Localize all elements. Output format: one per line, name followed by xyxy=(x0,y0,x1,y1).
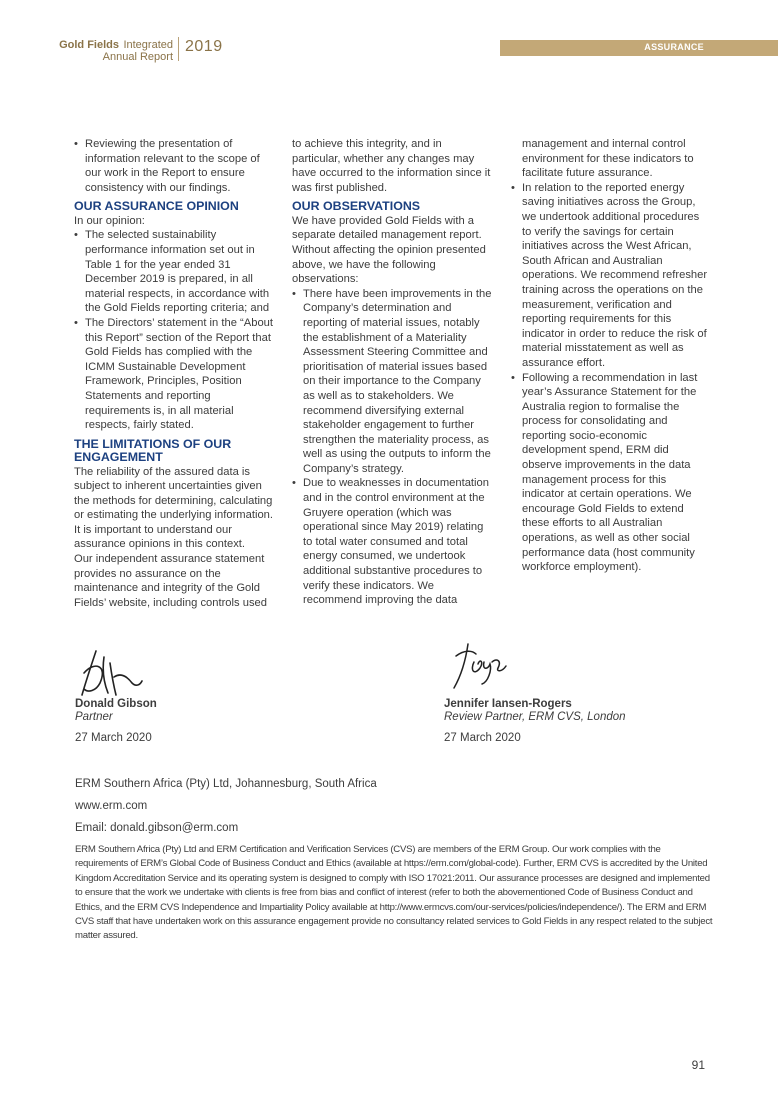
report-brand xyxy=(33,38,173,63)
list-item: • Reviewing the presentation of information relevant to the scope of our work in the Report to ensure consistency with our findings. xyxy=(74,137,274,195)
signature-date: 27 March 2020 xyxy=(75,732,152,744)
brand-integrated: Integrated xyxy=(123,39,173,51)
intro-bullet-list xyxy=(74,137,274,195)
list-item: • The Directors’ statement in the “About this Report” section of the Report that Gold Fields has complied with the ICMM Sustainable Development Framework, Principles, Position Statements and reporting requirements is, in all material respects, fairly stated. xyxy=(74,316,274,433)
continuation-paragraph: to achieve this integrity, and in particular, whether any changes may have occurred to the information since it was first published. xyxy=(292,138,491,194)
heading-observations: OUR OBSERVATIONS xyxy=(292,199,421,214)
page-number: 91 xyxy=(691,1058,705,1072)
heading-assurance-opinion: OUR ASSURANCE OPINION xyxy=(74,199,239,214)
continuation-paragraph: management and internal control environment for these indicators to facilitate future assurance. xyxy=(522,138,694,180)
signatory-block xyxy=(75,698,157,744)
brand-divider xyxy=(178,37,179,61)
observations-bullet-list xyxy=(292,287,492,608)
list-item: • The selected sustainability performance information set out in Table 1 for the year ended 31 December 2019 is prepared, in all material respects, in accordance with the Gold Fields reporting criteria; and xyxy=(74,228,274,316)
company-address: ERM Southern Africa (Pty) Ltd, Johannesburg, South Africa xyxy=(75,778,377,790)
opinion-bullet-list xyxy=(74,228,274,432)
section-label: ASSURANCE xyxy=(644,42,704,52)
signature-donald-gibson xyxy=(74,643,144,699)
signatory-block xyxy=(444,698,626,744)
column-1 xyxy=(74,137,274,610)
brand-report: Annual Report xyxy=(102,51,173,63)
list-item: • There have been improvements in the Company’s determination and reporting of material issues, notably the establishment of a Materiality Assessment Steering Committee and prioritisation of material issues based on their importance to the Company as well as to stakeholders. We recommend diversifying external stakeholder engagement to further strengthen the materiality process, as well as using the outputs to inform the Company’s strategy. xyxy=(292,287,492,477)
list-item: • Due to weaknesses in documentation and in the control environment at the Gruyere operation (which was operational since May 2019) relating to total water consumed and total energy consumed, we undertook additional substantive procedures to verify these indicators. We recommend improving the data xyxy=(292,476,492,607)
section-bar xyxy=(500,40,778,56)
signatory-name: Jennifer Iansen-Rogers xyxy=(444,698,572,710)
erm-disclaimer: ERM Southern Africa (Pty) Ltd and ERM Certification and Verification Services (CVS) are members of the ERM Group. Our work complies with the requirements of ERM’s Global Code of Business Conduct and Ethics (available at https://erm.com/global-code). Further, ERM CVS is accredited by the United Kingdom Accreditation Service and its operating system is designed to comply with ISO 17021:2011. Our assurance processes are designed and implemented to ensure that the work we undertake with clients is free from bias and conflict of interest (refer to both the abovementioned Code of Business Conduct and Ethics, and the ERM CVS Independence and Impartiality Policy available at http://www.ermcvs.com/our-services/policies/independence/). The ERM and ERM CVS staff that have undertaken work on this assurance engagement provide no consultancy related services to Gold Fields in any respect related to the subject matter assured. xyxy=(75,844,713,942)
signatory-role: Review Partner, ERM CVS, London xyxy=(444,711,626,723)
limitations-paragraph: Our independent assurance statement provides no assurance on the maintenance and integrity of the Gold Fields’ website, including controls used xyxy=(74,553,267,609)
column-2 xyxy=(292,137,492,608)
brand-name: Gold Fields xyxy=(59,39,119,51)
limitations-paragraph: The reliability of the assured data is subject to inherent uncertainties given the methods for determining, calculating or estimating the underlying information. It is important to understand our assurance opinions in this context. xyxy=(74,465,273,551)
observations-bullet-list-continued xyxy=(511,181,711,575)
column-3 xyxy=(511,137,711,575)
website-link[interactable]: www.erm.com xyxy=(75,800,148,812)
report-year: 2019 xyxy=(185,38,223,55)
signatory-role: Partner xyxy=(75,711,113,723)
list-item: • Following a recommendation in last year’s Assurance Statement for the Australia region to formalise the process for consolidating and reporting socio-economic development spend, ERM did observe improvements in the data management process for this indicator at certain operations. We encourage Gold Fields to extend these efforts to all Australian operations, as well as other social performance data (host community workforce employment). xyxy=(511,371,711,575)
heading-limitations: THE LIMITATIONS OF OUR ENGAGEMENT xyxy=(74,436,232,465)
observations-intro: We have provided Gold Fields with a separate detailed management report. Without affecting the opinion presented above, we have the following observations: xyxy=(292,214,486,286)
signature-date: 27 March 2020 xyxy=(444,732,521,744)
list-item: • In relation to the reported energy saving initiatives across the Group, we undertook additional procedures to verify the savings for certain initiatives across the West African, South African and Australian operations. We recommend refresher training across the operations on the measurement, verification and reporting requirements for this indicator in order to reduce the risk of material misstatement as well as assurance effort. xyxy=(511,181,711,371)
signature-jennifer-iansen-rogers xyxy=(450,640,510,692)
signatory-name: Donald Gibson xyxy=(75,698,157,710)
email-contact[interactable]: Email: donald.gibson@erm.com xyxy=(75,822,239,834)
opinion-intro: In our opinion: xyxy=(74,214,145,227)
